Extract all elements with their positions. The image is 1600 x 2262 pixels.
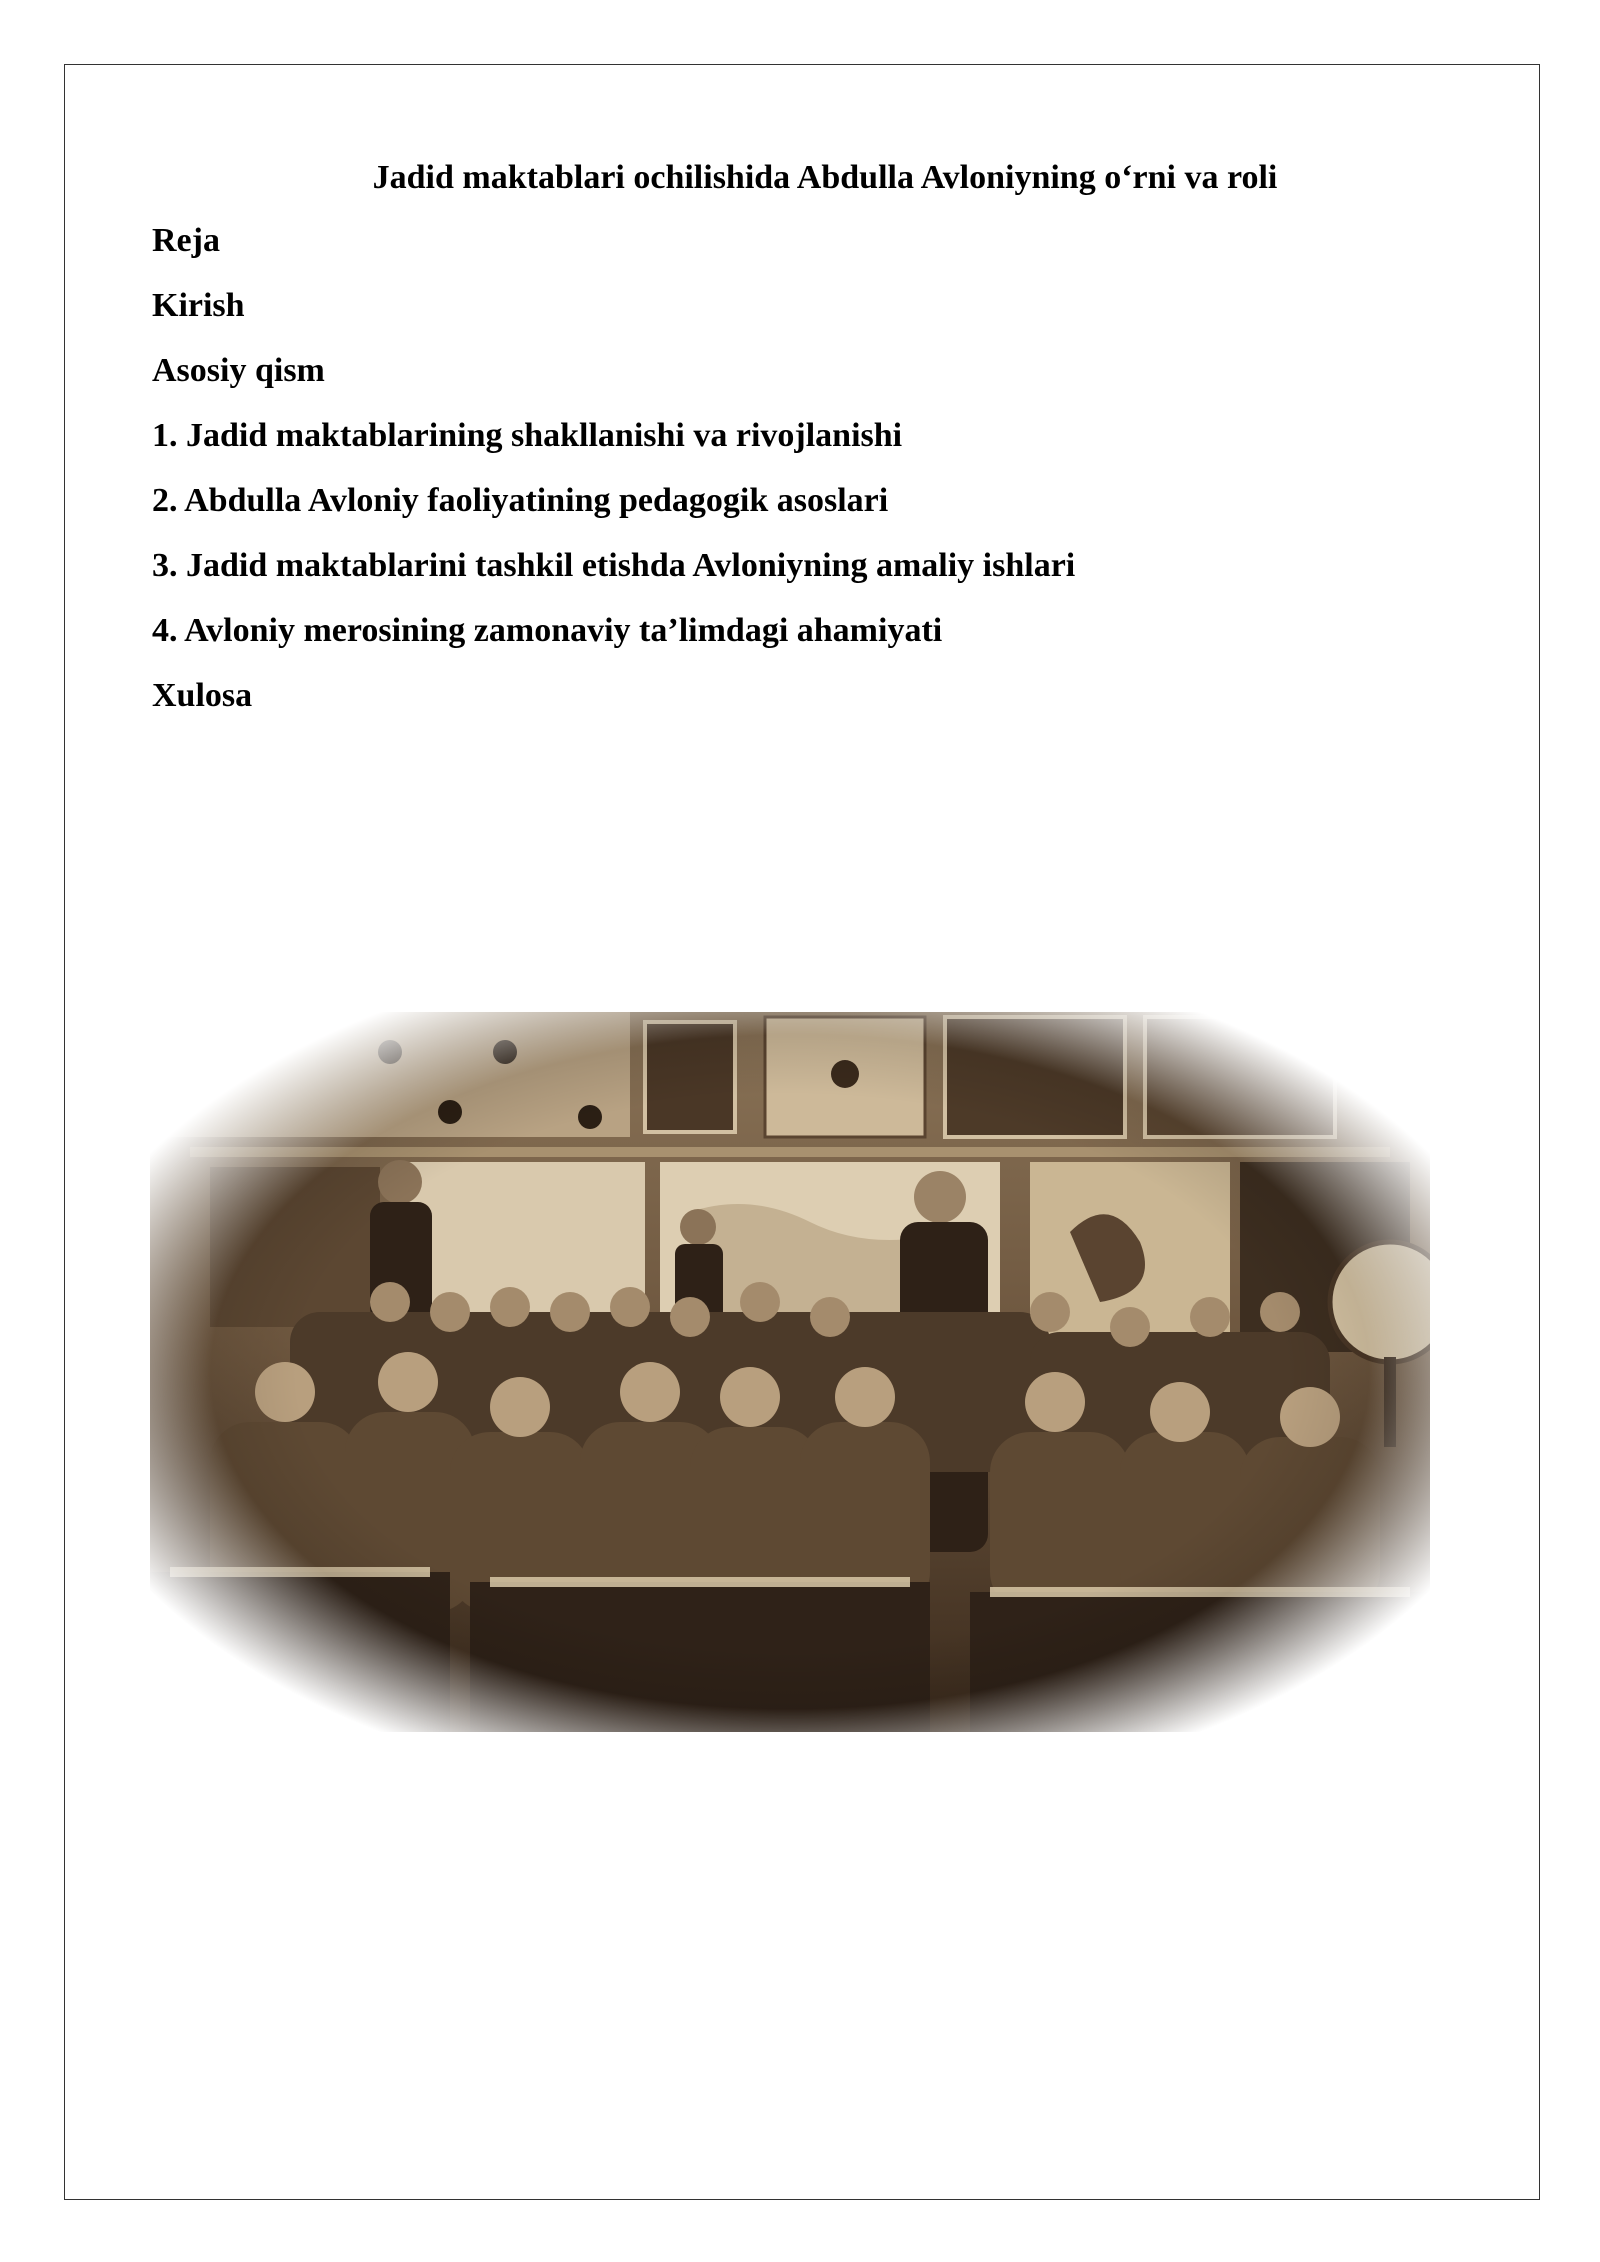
outline-item-kirish: Kirish — [152, 287, 245, 324]
outline-item-4: 4. Avloniy merosining zamonaviy ta’limdagi ahamiyati — [152, 612, 943, 649]
document-title: Jadid maktablari ochilishida Abdulla Avloniyning o‘rni va roli — [372, 159, 1278, 196]
classroom-photo-illustration — [150, 1012, 1430, 1732]
outline-item-2: 2. Abdulla Avloniy faoliyatining pedagogik asoslari — [152, 482, 889, 519]
plan-outline — [152, 216, 1075, 736]
classroom-photo — [150, 1012, 1430, 1732]
outline-item-xulosa: Xulosa — [152, 677, 253, 714]
outline-item-asosiy-qism: Asosiy qism — [152, 352, 325, 389]
outline-item-1: 1. Jadid maktablarining shakllanishi va rivojlanishi — [152, 417, 903, 454]
outline-heading-reja: Reja — [152, 222, 220, 259]
outline-item-3: 3. Jadid maktablarini tashkil etishda Avloniyning amaliy ishlari — [152, 547, 1076, 584]
